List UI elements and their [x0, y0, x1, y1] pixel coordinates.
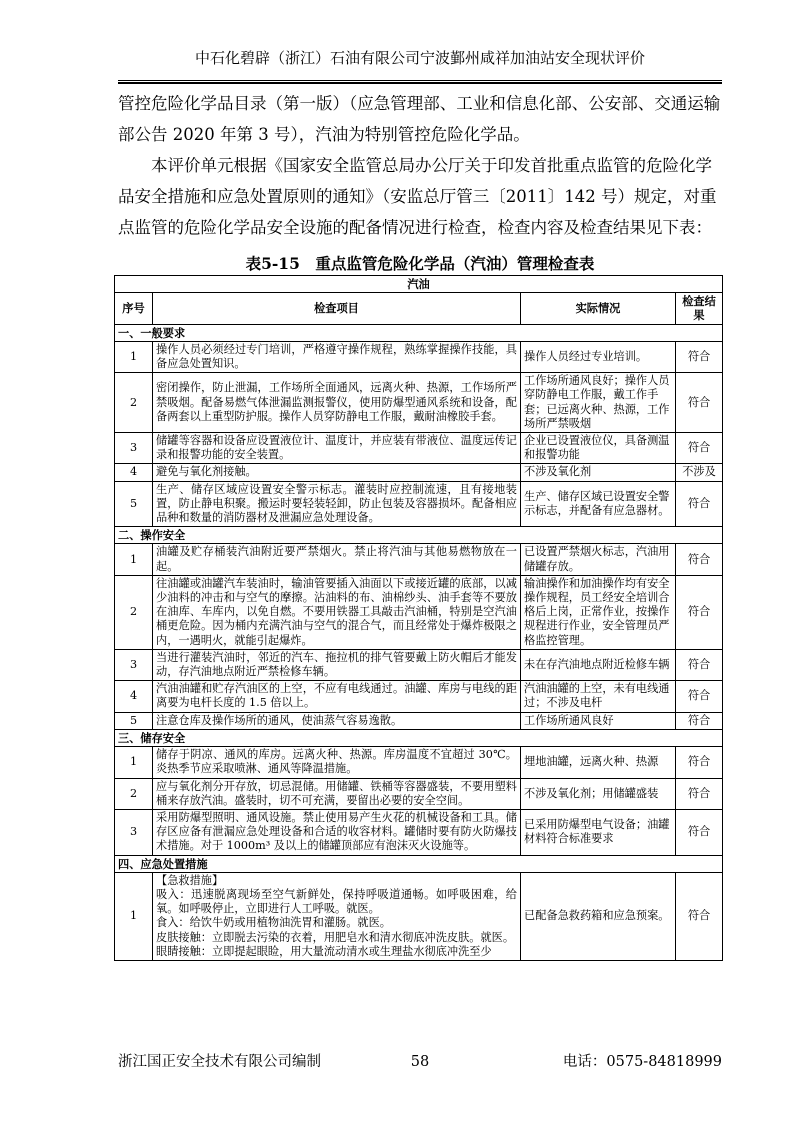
row-item: 储罐等容器和设备应设置液位计、温度计，并应装有带液位、温度远传记录和报警功能的安全装置。: [153, 433, 521, 464]
section-row: [115, 324, 723, 341]
col-header-result: 检查结果: [676, 293, 723, 324]
row-no: 5: [115, 712, 153, 729]
first-aid-ingestion: 食入：给饮牛奶或用植物油洗胃和灌肠。就医。: [156, 916, 391, 930]
footer-phone: 电话：0575-84818999: [562, 1054, 722, 1070]
first-aid-heading: 【急救措施】: [156, 873, 224, 887]
table-row: [115, 649, 723, 680]
row-item: 储存于阴凉、通风的库房。远离火种、热源。库房温度不宜超过 30℃。炎热季节应采取喷淋、通风等降温措施。: [153, 747, 521, 778]
header-title: 中石化碧辟（浙江）石油有限公司宁波鄞州咸祥加油站安全现状评价: [194, 49, 645, 67]
inspection-table: [114, 275, 723, 961]
row-result: 符合: [676, 575, 723, 649]
header-row: [115, 293, 723, 324]
table-row: [115, 809, 723, 855]
row-item: 采用防爆型照明、通风设施。禁止使用易产生火花的机械设备和工具。储存区应备有泄漏应急处理设备和合适的收容材料。罐储时要有防火防爆技术措施。对于 1000m³ 及以上的储罐顶部应有泡沫灭火设施等。: [153, 809, 521, 855]
col-header-actual: 实际情况: [521, 293, 676, 324]
table-row: [115, 433, 723, 464]
footer-company: 浙江国正安全技术有限公司编制: [118, 1054, 321, 1070]
row-actual: 输油操作和加油操作均有安全操作规程，员工经安全培训合格后上岗，正常作业，按操作规程进行作业，安全管理员严格监控管理。: [521, 575, 676, 649]
table-row: [115, 544, 723, 575]
row-result: 符合: [676, 341, 723, 372]
row-actual: 生产、储存区域已设置安全警示标志，并配备有应急器材。: [521, 481, 676, 527]
row-item: 避免与氧化剂接触。: [153, 464, 521, 481]
first-aid-inhalation: 吸入：迅速脱离现场至空气新鲜处，保持呼吸道通畅。如呼吸困难，给氧。如呼吸停止，立即进行人工呼吸。就医。: [156, 887, 517, 916]
intro-paragraph-2: 本评价单元根据《国家安全监管总局办公厅关于印发首批重点监管的危险化学品安全措施和应急处置原则的通知》（安监总厅管三〔2011〕142 号）规定，对重点监管的危险化学品安全设施的配备情况进行检查，检查内容及检查结果见下表：: [118, 156, 717, 237]
section-row: [115, 527, 723, 544]
col-header-item: 检查项目: [153, 293, 521, 324]
table-row: [115, 341, 723, 372]
row-item: 密闭操作，防止泄漏，工作场所全面通风，远离火种、热源，工作场所严禁吸烟。配备易燃气体泄漏监测报警仪，使用防爆型通风系统和设备，配备两套以上重型防护服。操作人员穿防静电工作服，戴耐油橡胶手套。: [153, 373, 521, 433]
row-item: 汽油油罐和贮存汽油区的上空，不应有电线通过。油罐、库房与电线的距离要为电杆长度的 1.5 倍以上。: [153, 681, 521, 712]
row-actual: 未在存汽油地点附近检修车辆: [521, 649, 676, 680]
row-actual: 已设置严禁烟火标志，汽油用储罐存放。: [521, 544, 676, 575]
section-title: 三、储存安全: [115, 729, 723, 746]
row-result: 符合: [676, 433, 723, 464]
row-item: 操作人员必须经过专门培训，严格遵守操作规程，熟练掌握操作技能，具备应急处置知识。: [153, 341, 521, 372]
row-result: 符合: [676, 681, 723, 712]
intro-paragraph-1: 管控危险化学品目录（第一版）（应急管理部、工业和信息化部、公安部、交通运输部公告 2020 年第 3 号），汽油为特别管控危险化学品。: [118, 94, 721, 144]
row-actual: 操作人员经过专业培训。: [521, 341, 676, 372]
row-item: 应与氧化剂分开存放，切忌混储。用储罐、铁桶等容器盛装，不要用塑料桶来存放汽油。盛装时，切不可充满，要留出必要的安全空间。: [153, 778, 521, 809]
row-result: 符合: [676, 712, 723, 729]
row-item: 生产、储存区域应设置安全警示标志。灌装时应控制流速，且有接地装置，防止静电积聚。搬运时要轻装轻卸，防止包装及容器损坏。配备相应品种和数量的消防器材及泄漏应急处理设备。: [153, 481, 521, 527]
row-result: 符合: [676, 481, 723, 527]
page-number: 58: [410, 1054, 430, 1070]
row-no: 5: [115, 481, 153, 527]
row-actual: 不涉及氧化剂；用储罐盛装: [521, 778, 676, 809]
row-result: 符合: [676, 544, 723, 575]
row-result: 符合: [676, 649, 723, 680]
product-name: 汽油: [115, 276, 723, 293]
table-row: [115, 872, 723, 960]
row-no: 1: [115, 544, 153, 575]
table-row: [115, 481, 723, 527]
row-result: 符合: [676, 373, 723, 433]
row-no: 3: [115, 809, 153, 855]
page-header: [118, 36, 722, 81]
row-actual: 已配备急救药箱和应急预案。: [521, 872, 676, 960]
row-item: 往油罐或油罐汽车装油时，输油管要插入油面以下或接近罐的底部，以减少油料的冲击和与空气的摩擦。沾油料的布、油棉纱头、油手套等不要放在油库、车库内，以免自燃。不要用铁器工具敲击汽油桶，特别是空汽油桶更危险。因为桶内充满汽油与空气的混合气，而且经常处于爆炸极限之内，一遇明火，就能引起爆炸。: [153, 575, 521, 649]
first-aid-skin: 皮肤接触：立即脱去污染的衣着，用肥皂水和清水彻底冲洗皮肤。就医。: [156, 930, 515, 944]
section-row: [115, 855, 723, 872]
row-actual: 已采用防爆型电气设备；油罐材料符合标准要求: [521, 809, 676, 855]
row-actual: 汽油油罐的上空，未有电线通过；不涉及电杆: [521, 681, 676, 712]
col-header-no: 序号: [115, 293, 153, 324]
page-footer: [118, 1052, 722, 1072]
row-no: 2: [115, 575, 153, 649]
row-item: 注意仓库及操作场所的通风，使油蒸气容易逸散。: [153, 712, 521, 729]
row-no: 4: [115, 464, 153, 481]
row-result: 符合: [676, 747, 723, 778]
row-result: 符合: [676, 809, 723, 855]
row-no: 1: [115, 872, 153, 960]
row-result: 符合: [676, 778, 723, 809]
row-actual: 企业已设置液位仪，具备测温和报警功能: [521, 433, 676, 464]
row-no: 2: [115, 778, 153, 809]
table-title: 表5-15 重点监管危险化学品（汽油）管理检查表: [245, 254, 595, 273]
row-no: 4: [115, 681, 153, 712]
row-actual: 工作场所通风良好: [521, 712, 676, 729]
row-result: 不涉及: [676, 464, 723, 481]
section-title: 二、操作安全: [115, 527, 723, 544]
row-result: 符合: [676, 872, 723, 960]
first-aid-eye: 眼睛接触：立即提起眼睑，用大量流动清水或生理盐水彻底冲洗至少: [156, 944, 492, 958]
row-item: 当进行灌装汽油时，邻近的汽车、拖拉机的排气管要戴上防火帽后才能发动，存汽油地点附近严禁检修车辆。: [153, 649, 521, 680]
row-no: 3: [115, 649, 153, 680]
row-no: 2: [115, 373, 153, 433]
section-title: 四、应急处置措施: [115, 855, 723, 872]
table-row: [115, 681, 723, 712]
table-row: [115, 778, 723, 809]
intro-text: [118, 88, 722, 243]
row-no: 3: [115, 433, 153, 464]
table-row: [115, 712, 723, 729]
row-actual: 埋地油罐，远离火种、热源: [521, 747, 676, 778]
row-no: 1: [115, 341, 153, 372]
row-actual: 不涉及氧化剂: [521, 464, 676, 481]
product-row: [115, 276, 723, 293]
section-row: [115, 729, 723, 746]
table-row: [115, 575, 723, 649]
row-item: 油罐及贮存桶装汽油附近要严禁烟火。禁止将汽油与其他易燃物放在一起。: [153, 544, 521, 575]
row-actual: 工作场所通风良好；操作人员穿防静电工作服，戴工作手套；已远离火种、热源，工作场所严禁吸烟: [521, 373, 676, 433]
row-no: 1: [115, 747, 153, 778]
table-row: [115, 373, 723, 433]
section-title: 一、一般要求: [115, 324, 723, 341]
row-item: [153, 872, 521, 960]
table-row: [115, 464, 723, 481]
table-row: [115, 747, 723, 778]
